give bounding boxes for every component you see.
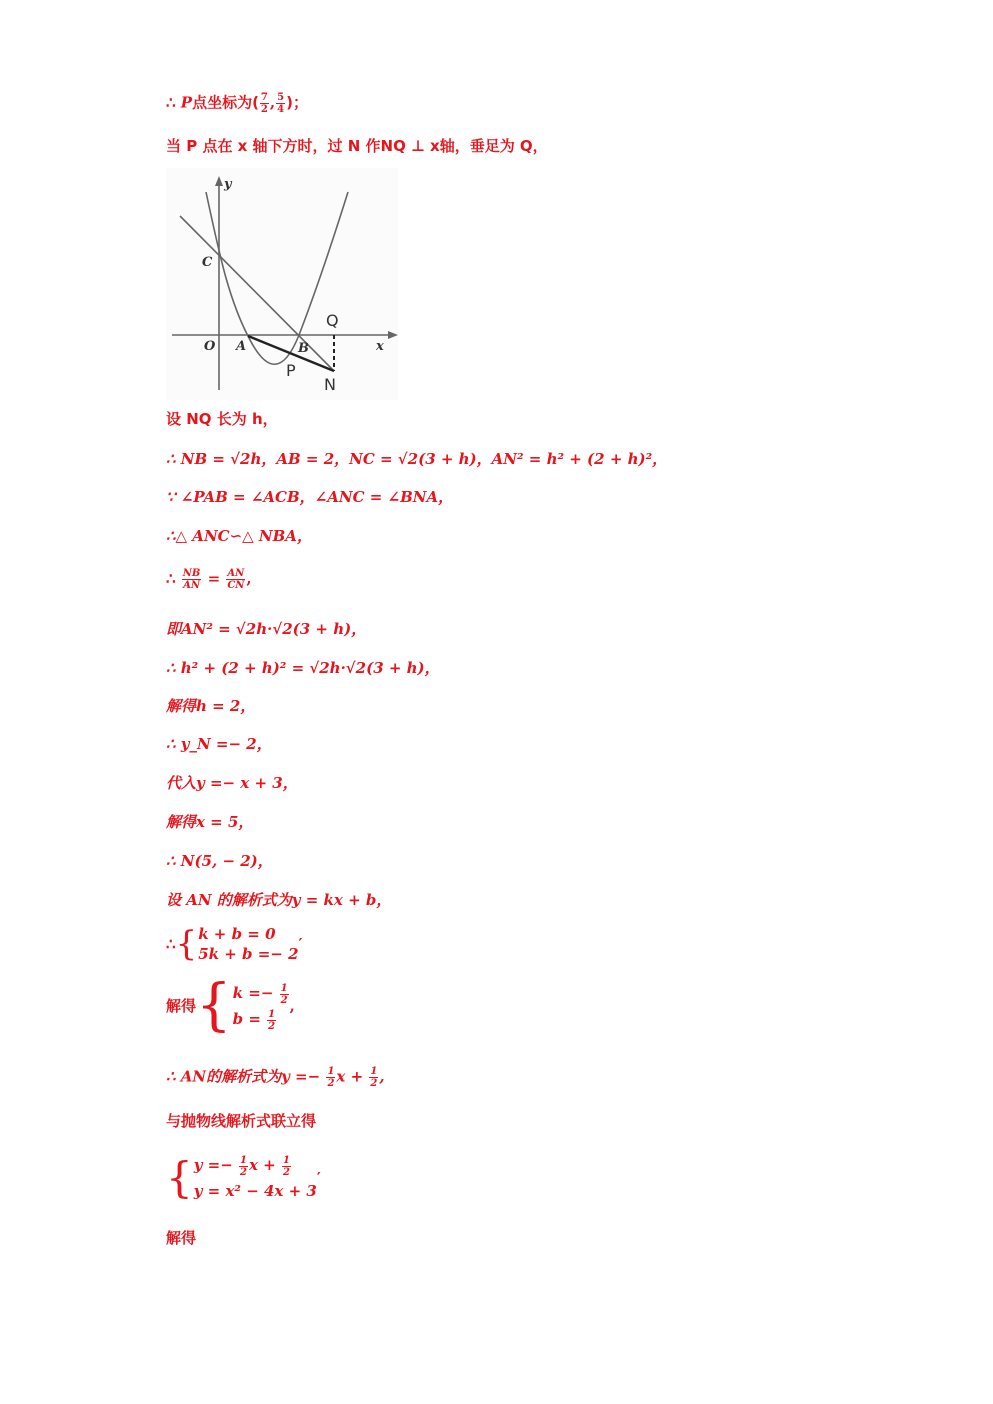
line-equation-h: ∴ h² + (2 + h)² = √2h·√2(3 + h)，: [166, 659, 440, 677]
line-case-below-axis: 当 P 点在 x 轴下方时，过 N 作NQ ⊥ x轴，垂足为 Q，: [166, 137, 548, 155]
parabola-figure: [166, 168, 398, 400]
line-combine: 与抛物线解析式联立得: [166, 1112, 317, 1130]
svg-text:x: x: [376, 339, 384, 354]
line-solve-kb: 解得 { k =− $\frac{1}{2}$ b = $\frac{1}{2}$ ,: [166, 973, 295, 1038]
line-ratio: ∴ $\frac{NB}{AN}$ = $\frac{AN}{CN}$ ,: [166, 568, 252, 591]
line-yn: ∴ y_N =− 2，: [166, 735, 272, 753]
line-system-kb: ∴ { k + b = 0 5k + b =− 2 ′: [166, 924, 303, 964]
line-n-point: ∴ N(5, − 2)，: [166, 852, 273, 870]
line-p-coordinates: ∴ P点坐标为( $\frac{7}{2}$ , $\frac{5}{4}$ )；: [166, 92, 308, 115]
parabola: [206, 192, 348, 364]
line-let-an: 设 AN 的解析式为y = kx + b，: [166, 891, 392, 909]
svg-text:B: B: [298, 341, 309, 356]
line-let-nq-h: 设 NQ 长为 h，: [166, 410, 278, 428]
graph-svg: [166, 168, 398, 400]
line-solve: 解得: [166, 1229, 197, 1247]
left-brace: {: [175, 924, 198, 964]
therefore-symbol: ∴: [166, 93, 176, 112]
svg-text:Q: Q: [326, 311, 339, 330]
line-similar-triangles: ∴△ ANC∽△ NBA，: [166, 527, 312, 545]
line-an-squared: 即AN² = √2h·√2(3 + h)，: [166, 620, 367, 638]
line-h-equals-2: 解得h = 2，: [166, 697, 256, 715]
svg-text:y: y: [224, 177, 232, 192]
svg-text:O: O: [204, 339, 216, 354]
fraction-7-2: $\frac{7}{2}$: [260, 92, 268, 115]
line-system-parabola: { y =− $\frac{1}{2}$ x + $\frac{1}{2}$ y = x² − 4x + 3 ′: [166, 1153, 321, 1202]
fraction-5-4: $\frac{5}{4}$: [277, 92, 285, 115]
svg-text:C: C: [202, 255, 213, 270]
fraction-nb-an: $\frac{NB}{AN}$: [182, 568, 201, 591]
svg-text:A: A: [236, 339, 247, 354]
text: 点坐标为(: [192, 93, 259, 112]
fraction-an-cn: $\frac{AN}{CN}$: [227, 568, 245, 591]
svg-text:P: P: [286, 361, 296, 380]
line-an-equation: ∴ AN的解析式为y =− $\frac{1}{2}$ x + $\frac{1}{2}$ ,: [166, 1066, 385, 1089]
left-brace: {: [166, 1153, 193, 1202]
line-x-equals-5: 解得x = 5，: [166, 813, 254, 831]
svg-text:N: N: [324, 375, 336, 394]
var-p: P: [180, 93, 193, 112]
line-lengths: ∴ NB = √2h，AB = 2，NC = √2(3 + h)，AN² = h² + (2 + h)²，: [166, 450, 668, 468]
line-substitute: 代入y =− x + 3，: [166, 774, 298, 792]
left-brace: {: [196, 973, 232, 1038]
line-angles: ∵ ∠PAB = ∠ACB，∠ANC = ∠BNA，: [166, 488, 454, 506]
